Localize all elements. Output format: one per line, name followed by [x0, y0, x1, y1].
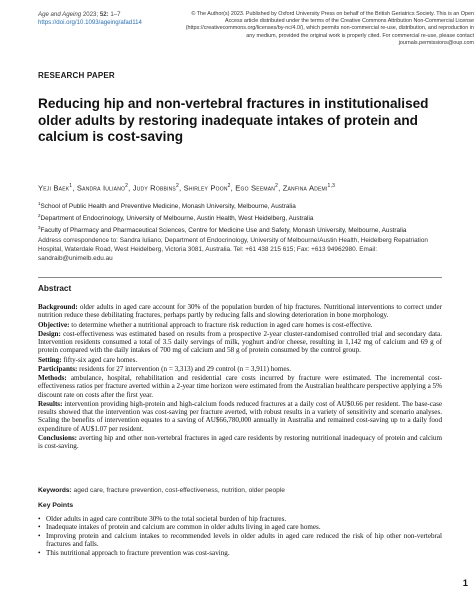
- list-item: • This nutritional approach to fracture prevention was cost-saving.: [38, 548, 230, 557]
- author-affiliation-mark: 2: [227, 183, 231, 189]
- author-affiliation-mark: 1: [69, 183, 73, 189]
- author-affiliation-mark: 1,3: [327, 183, 336, 189]
- author-name: Judy Robbins: [132, 183, 176, 193]
- section-label: RESEARCH PAPER: [38, 71, 115, 80]
- keywords: [38, 487, 442, 494]
- license-notice: © The Author(s) 2023. Published by Oxford University Press on behalf of the British Geriatrics Society. This is an Open Access article distributed under the terms of the Creative Commons Attribution Non-Commercial License (https://creativecommons.org/licenses/by-nc/4.0/), which permits non-commercial re-use, distribution, and reproduction in any medium, provided the original work is properly cited. For commercial re-use, please contact journals.permissions@oup.com: [185, 11, 474, 46]
- article-page: [38, 0, 474, 557]
- correspondence-address: Address correspondence to: Sandra Iuliano, Department of Endocrinology, University of Melbourne/Austin Health, Heidelberg Repatriation Hospital, Waterdale Road, West Heidelberg, Victoria 3081, Australia. Tel: +61 438 215 615; Fax: +613 94962980. Email: sandraib@unimelb.edu.au: [38, 237, 428, 262]
- journal-citation: [38, 11, 142, 27]
- author-name: Yeji Baek: [38, 183, 70, 193]
- bullet-icon: •: [38, 523, 41, 532]
- bullet-icon: •: [38, 531, 41, 540]
- author-affiliation-mark: 2: [275, 183, 279, 189]
- abstract-background: Background: older adults in aged care account for 30% of the population burden of hip fractures. Nutritional interventions to correct under nutrition reduce these debilitating fractures, perhaps partly by reducing falls and slowing deterioration in bone morphology.: [38, 303, 442, 320]
- bullet-icon: •: [38, 548, 41, 557]
- paper-title: Reducing hip and non-vertebral fractures in institutionalised older adults by restoring inadequate intakes of protein and calcium is cost-saving: [38, 96, 429, 145]
- page-number: 1: [462, 577, 468, 588]
- abstract-conclusions: Conclusions: averting hip and other non-vertebral fractures in aged care residents by restoring nutritional inadequacy of protein and calcium is cost-saving.: [38, 433, 442, 451]
- journal-volume: 52:: [99, 11, 109, 18]
- journal-year: 2023;: [82, 11, 99, 18]
- journal-name: Age and Ageing: [38, 11, 82, 18]
- abstract-heading: Abstract: [38, 284, 72, 293]
- author-list: Yeji Baek$^1$, Sandra Iuliano$^2$, Judy Robbins$^2$, Shirley Poon$^2$, Ego Seeman$^2$, Zanfina Ademi$^{1,3}$: [38, 183, 336, 193]
- keywords-label: Keywords:: [38, 487, 72, 494]
- abstract-results: Results: intervention providing high-protein and high-calcium foods reduced fractures at a daily cost of AU$0.66 per resident. The base-case results showed that the intervention was cost-saving per fracture averted, with robust results in a variety of sensitivity and scenario analyses. Scaling the benefits of intervention equates to a saving of AU$66,780,000 annually in Australia and remained cost-saving up to a daily food expenditure of AU$1.07 per resident.: [38, 399, 442, 433]
- author-name: Shirley Poon: [183, 183, 228, 193]
- abstract-objective: Objective: to determine whether a nutritional approach to fracture risk reduction in aged care homes is cost-effective.: [38, 320, 373, 329]
- abstract-design: Design: cost-effectiveness was estimated based on results from a prospective 2-year cluster-randomised controlled trial and secondary data. Intervention residents consumed a total of 3.5 daily servings of milk, yoghurt and/or cheese, resulting in 1,142 mg of calcium and 69 g of protein compared with the daily intakes of 700 mg of calcium and 58 g of protein consumed by the control group.: [38, 329, 442, 355]
- author-name: Ego Seeman: [235, 183, 276, 193]
- bullet-icon: •: [38, 515, 41, 523]
- keywords-text: aged care, fracture prevention, cost-effectiveness, nutrition, older people: [71, 487, 285, 494]
- list-item: • Improving protein and calcium intakes to recommended levels in older adults in aged care reduced the risk of hip other non-vertebral fractures and falls.: [38, 531, 442, 549]
- abstract-setting: Setting: fifty-six aged care homes.: [38, 355, 138, 364]
- affiliation-list: [38, 199, 440, 235]
- list-item: • Inadequate intakes of protein and calcium are common in older adults living in aged care homes.: [38, 523, 321, 532]
- author-affiliation-mark: 2: [175, 183, 179, 189]
- journal-pages: 1–7: [110, 11, 121, 18]
- key-points-heading: Key Points: [38, 502, 74, 509]
- section-divider: [38, 277, 442, 278]
- header: [38, 0, 474, 60]
- affiliation: $^3$Faculty of Pharmacy and Pharmaceutical Sciences, Centre for Medicine Use and Safety, Monash University, Melbourne, Australia: [38, 225, 407, 235]
- author-affiliation-mark: 2: [125, 183, 129, 189]
- abstract-methods: Methods: ambulance, hospital, rehabilitation and residential care costs incurred by fracture were estimated. The incremental cost-effectiveness ratios per fracture averted within a 2-year time horizon were estimated from the Australian healthcare perspective applying a 5% discount rate on costs after the first year.: [38, 373, 442, 399]
- author-name: Zanfina Ademi: [282, 183, 328, 193]
- affiliation: $^1$School of Public Health and Preventive Medicine, Monash University, Melbourne, Australia: [38, 201, 296, 211]
- affiliation: $^2$Department of Endocrinology, University of Melbourne, Austin Health, West Heidelberg, Australia: [38, 213, 314, 223]
- abstract-participants: Participants: residents for 27 intervention (n = 3,313) and 29 control (n = 3,911) homes.: [38, 364, 292, 373]
- key-points-list: [38, 515, 442, 557]
- doi-link[interactable]: https://doi.org/10.1093/ageing/afad114: [38, 19, 142, 27]
- abstract-body: [38, 303, 442, 451]
- list-item: • Older adults in aged care contribute 30% to the total societal burden of hip fractures.: [38, 515, 287, 523]
- author-name: Sandra Iuliano: [76, 183, 126, 193]
